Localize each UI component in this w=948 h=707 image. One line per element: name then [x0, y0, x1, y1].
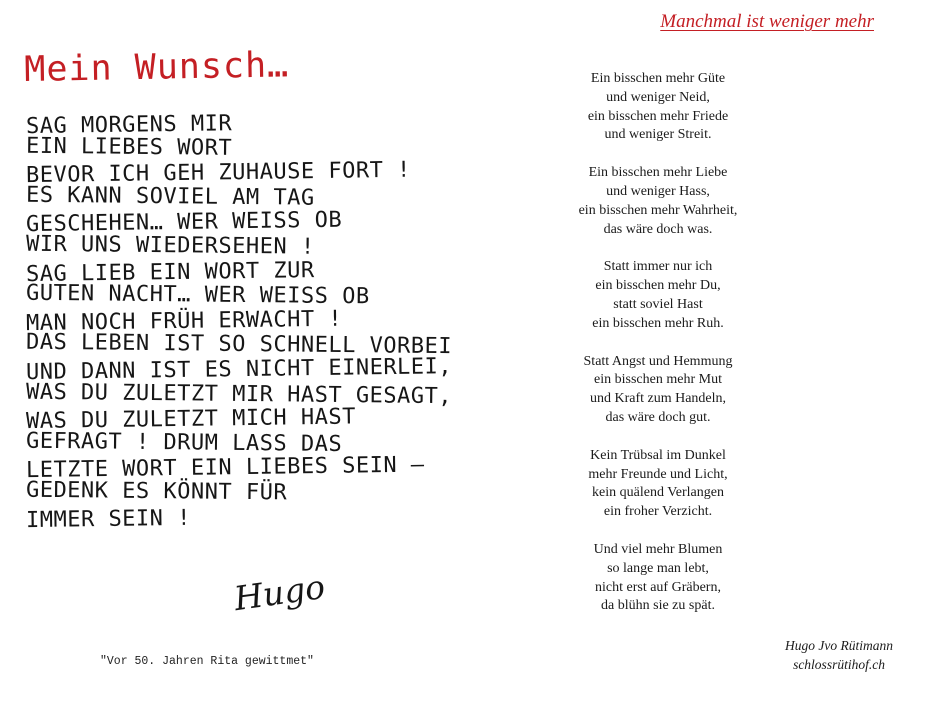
poem-title: Manchmal ist weniger mehr: [660, 11, 874, 32]
poem-line: WIR UNS WIEDERSEHEN !: [25, 231, 315, 260]
poem-line: GEDENK ES KÖNNT FÜR: [25, 477, 288, 506]
verse: Statt immer nur ich: [603, 259, 713, 275]
verse: Ein bisschen mehr Güte: [590, 71, 726, 86]
verse: Kein Trübsal im Dunkel: [590, 447, 726, 463]
poem-line: UND DANN IST ES NICHT EINERLEI,: [25, 354, 453, 386]
website-text: schlossrütihof.ch: [793, 657, 885, 672]
stanza: [421, 353, 895, 428]
poem-line: GUTEN NACHT… WER WEISS OB: [25, 280, 370, 310]
verse: da blühn sie zu spät.: [601, 598, 715, 614]
verse: Statt Angst und Hemmung: [583, 353, 733, 369]
stanza: [421, 258, 895, 333]
verse: mehr Freunde und Licht,: [588, 466, 728, 482]
verse: ein bisschen mehr Ruh.: [592, 315, 724, 331]
poem-line: SAG LIEB EIN WORT ZUR: [25, 257, 315, 287]
printed-poem: [474, 70, 948, 635]
poem-line: IMMER SEIN !: [25, 505, 192, 533]
verse: kein quälend Verlangen: [592, 485, 724, 501]
verse: ein bisschen mehr Du,: [595, 278, 721, 294]
verse: und weniger Neid,: [606, 89, 710, 105]
stanza: [421, 447, 895, 522]
stanza: [421, 541, 895, 616]
poem-line: WAS DU ZULETZT MIR HAST GESAGT,: [25, 379, 453, 409]
verse: und weniger Streit.: [604, 127, 712, 143]
signature: Hugo: [231, 566, 328, 619]
credits: [785, 636, 893, 674]
verse: statt soviel Hast: [613, 296, 703, 312]
poem-line: BEVOR ICH GEH ZUHAUSE FORT !: [25, 157, 412, 189]
stanza: [421, 70, 895, 145]
verse: Und viel mehr Blumen: [593, 541, 723, 557]
verse: so lange man lebt,: [607, 560, 709, 576]
verse: nicht erst auf Gräbern,: [595, 579, 721, 595]
poem-line: DAS LEBEN IST SO SCHNELL VORBEI: [25, 330, 453, 360]
verse: Ein bisschen mehr Liebe: [588, 165, 728, 181]
handwritten-title: Mein Wunsch…: [24, 45, 290, 90]
printed-page: [474, 0, 948, 707]
poem-line: LETZTE WORT EIN LIEBES SEIN –: [25, 452, 425, 484]
handwritten-poem: [25, 111, 466, 533]
stanza: [421, 164, 895, 239]
verse: das wäre doch was.: [603, 221, 713, 237]
poem-line: GESCHEHEN… WER WEISS OB: [25, 208, 343, 238]
verse: das wäre doch gut.: [605, 409, 711, 425]
poem-line: ES KANN SOVIEL AM TAG: [25, 182, 315, 211]
poem-line: GEFRAGT ! DRUM LASS DAS: [25, 428, 343, 457]
poem-line: EIN LIEBES WORT: [25, 133, 233, 161]
verse: ein froher Verzicht.: [603, 504, 713, 520]
author-name: Hugo Jvo Rütimann: [785, 638, 893, 653]
poem-line: WAS DU ZULETZT MICH HAST: [25, 404, 357, 435]
poem-line: MAN NOCH FRÜH ERWACHT !: [25, 306, 343, 336]
verse: ein bisschen mehr Mut: [594, 372, 722, 388]
verse: und weniger Hass,: [606, 183, 710, 199]
poem-line: SAG MORGENS MIR: [25, 111, 233, 140]
dedication-note: "Vor 50. Jahren Rita gewittmet": [100, 655, 314, 668]
verse: und Kraft zum Handeln,: [589, 391, 727, 407]
verse: ein bisschen mehr Friede: [587, 108, 729, 124]
verse: ein bisschen mehr Wahrheit,: [578, 202, 738, 218]
